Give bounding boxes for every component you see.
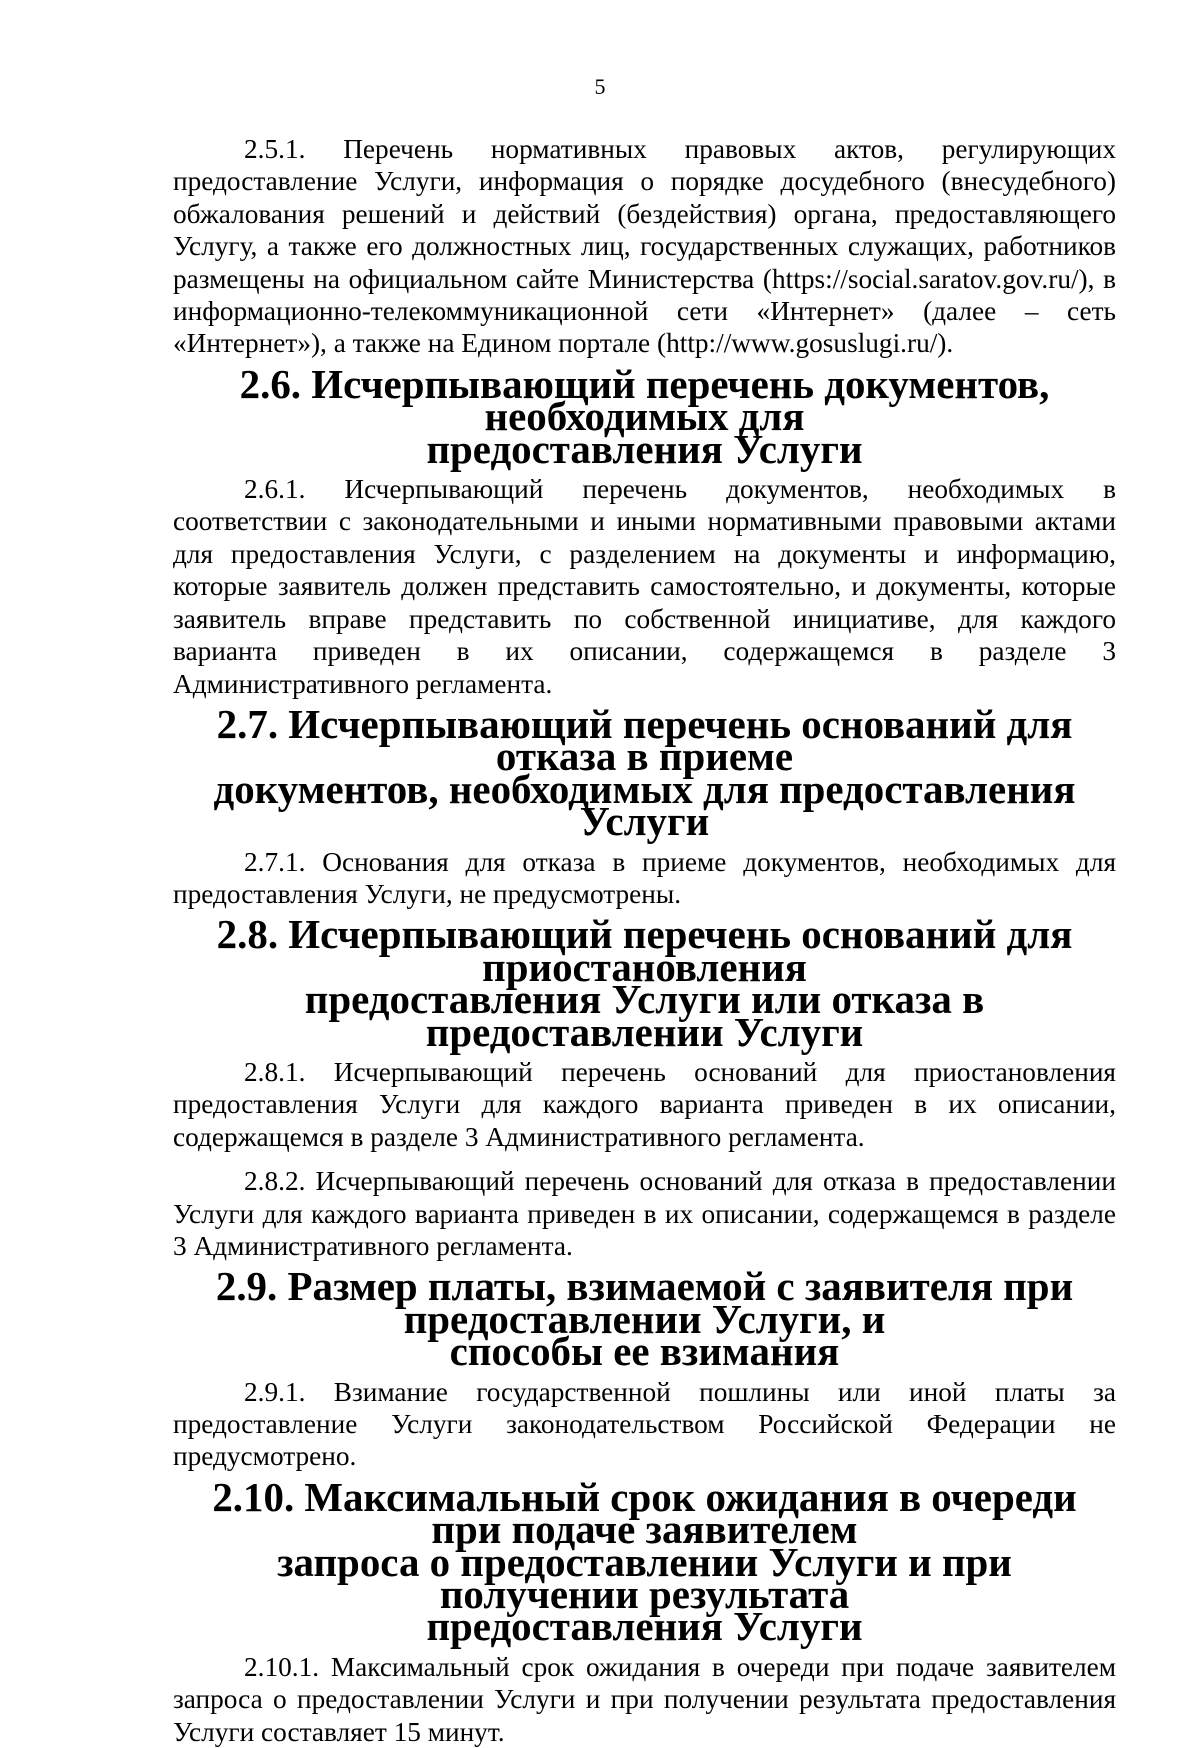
heading-2-10-line-2: запроса о предоставлении Услуги и при получении результата bbox=[277, 1539, 1012, 1618]
heading-2-6-line-1: 2.6. Исчерпывающий перечень документов, необходимых для bbox=[239, 361, 1050, 440]
heading-2-6 bbox=[173, 361, 1116, 472]
paragraph-2-9-1: 2.9.1. Взимание государственной пошлины или иной платы за предоставление Услуги законодательством Российской Федерации не предусмотрено. bbox=[173, 1376, 1116, 1472]
page-number: 5 bbox=[594, 74, 606, 99]
heading-2-9-line-1: 2.9. Размер платы, взимаемой с заявителя при предоставлении Услуги, и bbox=[215, 1264, 1074, 1342]
document-body bbox=[173, 133, 1116, 1748]
paragraph-2-5-1: 2.5.1. Перечень нормативных правовых актов, регулирующих предоставление Услуги, информация о порядке досудебного (внесудебного) обжалования решений и действий (бездействия) органа, предоставляющего Услугу, а также его должностных лиц, государственных служащих, работников размещены на официальном сайте Министерства (https://social.saratov.gov.ru/), в информационно-телекоммуникационной сети «Интернет» (далее – сеть «Интернет»), а также на Едином портале (http://www.gosuslugi.ru/). bbox=[173, 134, 1116, 359]
heading-2-8 bbox=[173, 912, 1116, 1055]
heading-2-10-line-1: 2.10. Максимальный срок ожидания в очереди при подаче заявителем bbox=[212, 1474, 1077, 1553]
heading-2-9-line-2: способы ее взимания bbox=[449, 1329, 840, 1375]
heading-2-7-line-1: 2.7. Исчерпывающий перечень оснований для отказа в приеме bbox=[216, 701, 1073, 780]
heading-2-6-line-2: предоставления Услуги bbox=[426, 426, 863, 472]
paragraph-2-8-2: 2.8.2. Исчерпывающий перечень оснований для отказа в предоставлении Услуги для каждого варианта приведен в их описании, содержащемся в разделе 3 Административного регламента. bbox=[173, 1166, 1116, 1261]
heading-2-7-line-2: документов, необходимых для предоставления Услуги bbox=[213, 766, 1076, 845]
paragraph-2-6-1: 2.6.1. Исчерпывающий перечень документов, необходимых в соответствии с законодательными и иными нормативными правовыми актами для предоставления Услуги, с разделением на документы и информацию, которые заявитель должен представить самостоятельно, и документы, которые заявитель вправе представить по собственной инициативе, для каждого варианта приведен в их описании, содержащемся в разделе 3 Административного регламента. bbox=[173, 474, 1116, 699]
heading-2-8-line-1: 2.8. Исчерпывающий перечень оснований для приостановления bbox=[216, 912, 1073, 990]
heading-2-9 bbox=[173, 1264, 1116, 1375]
paragraph-2-7-1: 2.7.1. Основания для отказа в приеме документов, необходимых для предоставления Услуги, не предусмотрены. bbox=[173, 846, 1116, 909]
heading-2-10-line-3: предоставления Услуги bbox=[426, 1604, 863, 1650]
heading-2-7 bbox=[173, 701, 1116, 845]
paragraph-2-8-1: 2.8.1. Исчерпывающий перечень оснований для приостановления предоставления Услуги для каждого варианта приведен в их описании, содержащемся в разделе 3 Административного регламента. bbox=[173, 1056, 1116, 1152]
paragraph-2-10-1: 2.10.1. Максимальный срок ожидания в очереди при подаче заявителем запроса о предоставлении Услуги и при получении результата предоставления Услуги составляет 15 минут. bbox=[173, 1651, 1116, 1747]
heading-2-10 bbox=[173, 1474, 1116, 1650]
heading-2-8-line-2: предоставления Услуги или отказа в предоставлении Услуги bbox=[304, 977, 985, 1055]
